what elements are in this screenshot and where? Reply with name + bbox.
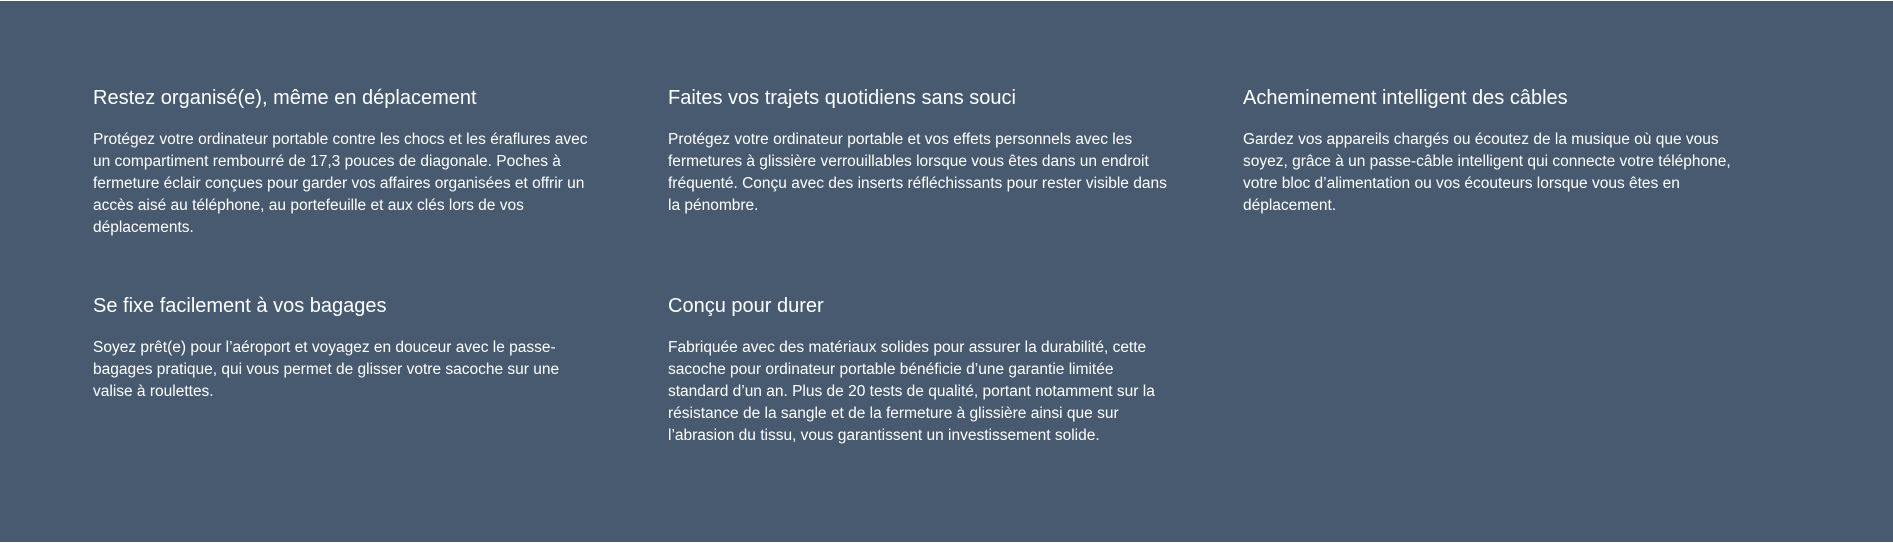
feature-commute bbox=[668, 85, 1173, 239]
feature-description: Gardez vos appareils chargés ou écoutez de la musique où que vous soyez, grâce à un passe-câble intelligent qui connecte votre téléphone, votre bloc d’alimentation ou vos écouteurs lorsque vous êtes en déplacement. bbox=[1243, 131, 1731, 214]
feature-title: Faites vos trajets quotidiens sans souci bbox=[668, 87, 1016, 109]
feature-description: Protégez votre ordinateur portable contre les chocs et les éraflures avec un compartiment rembourré de 17,3 pouces de diagonale. Poches à fermeture éclair conçues pour garder vos affaires organisées et offrir un accès aisé au téléphone, au portefeuille et aux clés lors de vos déplacements. bbox=[93, 131, 588, 236]
feature-description: Fabriquée avec des matériaux solides pour assurer la durabilité, cette sacoche pour ordinateur portable bénéficie d’une garantie limitée standard d’un an. Plus de 20 tests de qualité, portant notamment sur la résistance de la sangle et de la fermeture à glissière ainsi que sur l’abrasion du tissu, vous garantissent un investissement solide. bbox=[668, 339, 1155, 444]
feature-description: Protégez votre ordinateur portable et vos effets personnels avec les fermetures à glissière verrouillables lorsque vous êtes dans un endroit fréquenté. Conçu avec des inserts réfléchissants pour rester visible dans la pénombre. bbox=[668, 131, 1167, 214]
features-grid bbox=[93, 85, 1763, 447]
feature-title: Acheminement intelligent des câbles bbox=[1243, 87, 1568, 109]
feature-title: Restez organisé(e), même en déplacement bbox=[93, 87, 477, 109]
feature-description: Soyez prêt(e) pour l’aéroport et voyagez en douceur avec le passe-bagages pratique, qui vous permet de glisser votre sacoche sur une valise à roulettes. bbox=[93, 339, 560, 400]
feature-built-to-last bbox=[668, 293, 1173, 447]
empty-grid-cell bbox=[1243, 293, 1748, 447]
feature-title: Se fixe facilement à vos bagages bbox=[93, 295, 387, 317]
feature-cable-routing bbox=[1243, 85, 1748, 239]
features-panel bbox=[0, 1, 1893, 542]
feature-luggage-pass bbox=[93, 293, 598, 447]
feature-stay-organized bbox=[93, 85, 598, 239]
feature-title: Conçu pour durer bbox=[668, 295, 824, 317]
